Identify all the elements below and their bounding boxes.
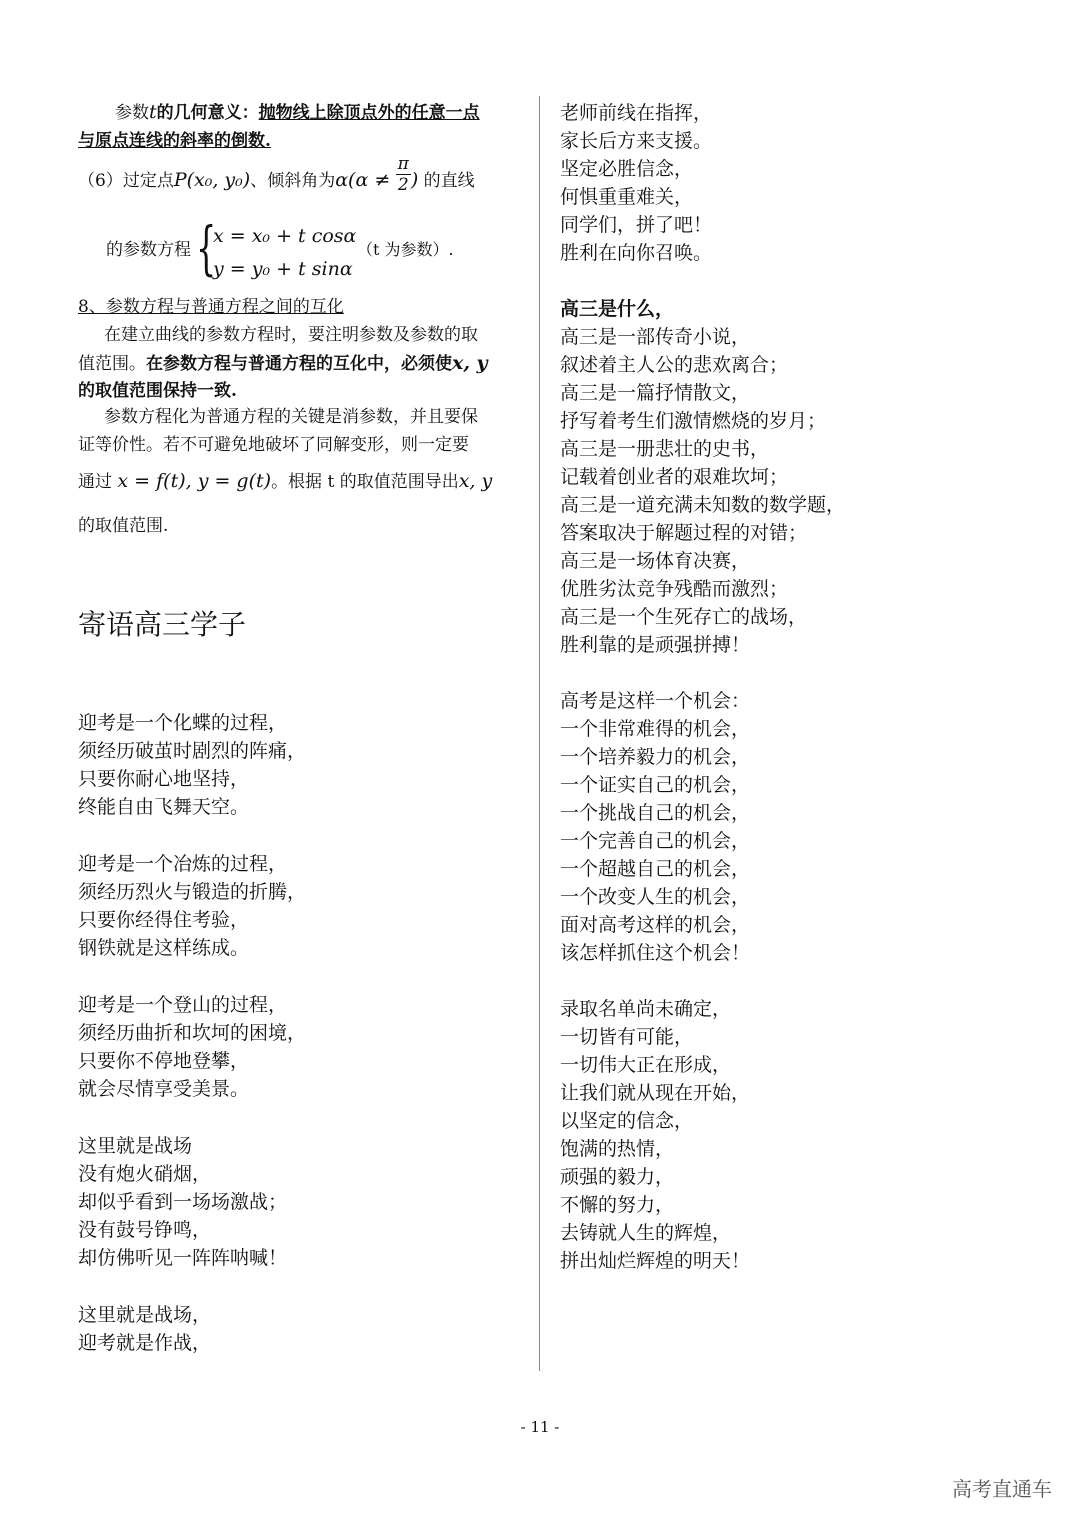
poem-line: 只要你耐心地坚持， <box>78 768 250 790</box>
section-8-para2-line2: 证等价性。若不可避免地破坏了同解变形，则一定要 <box>78 435 469 455</box>
poem-line: 就会尽情享受美景。 <box>78 1078 250 1100</box>
poem-line: 这里就是战场， <box>78 1304 212 1326</box>
poem-line: 家长后方来支援。 <box>560 130 713 152</box>
section-8-para1-line2 <box>78 349 488 378</box>
poem-line: 拼出灿烂辉煌的明天！ <box>560 1250 751 1272</box>
poem-line: 让我们就从现在开始， <box>560 1082 751 1104</box>
text: 。根据 t 的取值范围导出 <box>271 472 459 492</box>
section-8-para1-line3: 的取值范围保持一致. <box>78 381 237 401</box>
poem-line: 只要你经得住考验， <box>78 909 250 931</box>
poem-line: 高三是一册悲壮的史书， <box>560 438 770 460</box>
column-divider <box>539 96 540 1371</box>
param-equation-label: 的参数方程 <box>106 240 191 260</box>
poem-line: 钢铁就是这样练成。 <box>78 937 250 959</box>
section-8-para2-line1: 参数方程化为普通方程的关键是消参数，并且要保 <box>104 407 478 427</box>
poem-line: 一切皆有可能， <box>560 1026 694 1048</box>
text: 抛物线上除顶点外的任意一点 <box>258 103 480 123</box>
poem-line: 高三是一场体育决赛， <box>560 550 751 572</box>
poem-line: 一个挑战自己的机会， <box>560 802 751 824</box>
watermark: 高考直通车 <box>952 1477 1052 1501</box>
section-8-para2-line3 <box>78 467 492 496</box>
text: 与原点连线的斜率的倒数. <box>78 131 271 151</box>
poem-line: 一个非常难得的机会， <box>560 718 751 740</box>
poem-line: 叙述着主人公的悲欢离合； <box>560 354 789 376</box>
math-alpha: α(α ≠ <box>335 169 391 191</box>
poem-title: 寄语高三学子 <box>78 608 247 641</box>
poem-line: 何惧重重难关， <box>560 186 694 208</box>
poem-line: 只要你不停地登攀， <box>78 1050 250 1072</box>
param-meaning-line1 <box>115 98 480 127</box>
poem-line: 一个改变人生的机会， <box>560 886 751 908</box>
fraction-denominator: 2 <box>397 175 409 195</box>
math-xy-functions: x = f(t), y = g(t) <box>117 470 272 492</box>
poem-line: 高三是一道充满未知数的数学题， <box>560 494 846 516</box>
poem-line: 该怎样抓住这个机会！ <box>560 942 751 964</box>
math-t: t <box>149 101 157 123</box>
section-8-title: 8、参数方程与普通方程之间的互化 <box>78 297 344 317</box>
poem-line: 老师前线在指挥， <box>560 102 713 124</box>
poem-line: 这里就是战场 <box>78 1135 193 1157</box>
poem-line: 一个完善自己的机会， <box>560 830 751 852</box>
text: 的直线 <box>423 171 475 191</box>
equation-x: x = x₀ + t cosα <box>213 225 357 247</box>
text: 参数 <box>115 103 149 123</box>
poem-line: 同学们，拼了吧！ <box>560 214 713 236</box>
poem-line: 坚定必胜信念， <box>560 158 694 180</box>
poem-line: 答案取决于解题过程的对错； <box>560 522 808 544</box>
poem-line: 抒写着考生们激情燃烧的岁月； <box>560 410 827 432</box>
fraction <box>396 154 411 195</box>
poem-line: 以坚定的信念， <box>560 1110 694 1132</box>
poem-line: 不懈的努力， <box>560 1194 675 1216</box>
page-number: - 11 - <box>520 1418 560 1436</box>
poem-line: 一个证实自己的机会， <box>560 774 751 796</box>
poem-line: 没有炮火硝烟， <box>78 1163 212 1185</box>
poem-line: 一切伟大正在形成， <box>560 1054 732 1076</box>
param-meaning-line2 <box>78 127 271 155</box>
poem-line: 高考是这样一个机会： <box>560 690 751 712</box>
poem-line: 胜利在向你召唤。 <box>560 242 713 264</box>
poem-line: 却仿佛听见一阵阵呐喊！ <box>78 1247 288 1269</box>
poem-line: 须经历烈火与锻造的折腾， <box>78 881 307 903</box>
poem-line: 迎考是一个冶炼的过程， <box>78 853 288 875</box>
text: 在参数方程与普通方程的互化中，必须使 <box>146 354 452 374</box>
poem-line: 高三是一个生死存亡的战场， <box>560 606 808 628</box>
poem-line: 须经历曲折和坎坷的困境， <box>78 1022 307 1044</box>
poem-line: 高三是一篇抒情散文， <box>560 382 751 404</box>
text: 、倾斜角为 <box>250 171 336 191</box>
poem-line: 录取名单尚未确定， <box>560 998 732 1020</box>
math-paren: ) <box>410 169 419 191</box>
item-6-line <box>78 154 475 195</box>
text: 值范围。 <box>78 354 146 374</box>
poem-line: 迎考是一个化蝶的过程， <box>78 712 288 734</box>
text: （6）过定点 <box>78 171 174 191</box>
equation-y: y = y₀ + t sinα <box>213 258 353 280</box>
poem-line: 高三是什么， <box>560 298 675 320</box>
section-8-para1-line1: 在建立曲线的参数方程时，要注明参数及参数的取 <box>104 325 478 345</box>
poem-line: 却似乎看到一场场激战； <box>78 1191 288 1213</box>
poem-line: 一个超越自己的机会， <box>560 858 751 880</box>
math-xy: x, y <box>452 352 488 374</box>
fraction-numerator: π <box>397 154 409 174</box>
poem-line: 面对高考这样的机会， <box>560 914 751 936</box>
poem-line: 顽强的毅力， <box>560 1166 675 1188</box>
poem-line: 优胜劣汰竞争残酷而激烈； <box>560 578 789 600</box>
poem-line: 迎考是一个登山的过程， <box>78 994 288 1016</box>
math-xy: x, y <box>458 470 493 492</box>
text: 通过 <box>78 472 112 492</box>
poem-line: 没有鼓号铮鸣， <box>78 1219 212 1241</box>
poem-line: 胜利靠的是顽强拼搏！ <box>560 634 751 656</box>
poem-line: 饱满的热情， <box>560 1138 675 1160</box>
brace-symbol: { <box>196 214 217 282</box>
text: 的几何意义： <box>156 103 259 123</box>
math-point: P(x₀, y₀) <box>173 169 251 191</box>
poem-line: 须经历破茧时剧烈的阵痛， <box>78 740 307 762</box>
poem-line: 终能自由飞舞天空。 <box>78 796 250 818</box>
poem-line: 迎考就是作战， <box>78 1332 212 1354</box>
poem-line: 一个培养毅力的机会， <box>560 746 751 768</box>
poem-line: 去铸就人生的辉煌， <box>560 1222 732 1244</box>
section-8-para2-line4: 的取值范围. <box>78 516 169 536</box>
param-note: （t 为参数）. <box>357 240 454 259</box>
poem-line: 记载着创业者的艰难坎坷； <box>560 466 789 488</box>
poem-line: 高三是一部传奇小说， <box>560 326 751 348</box>
